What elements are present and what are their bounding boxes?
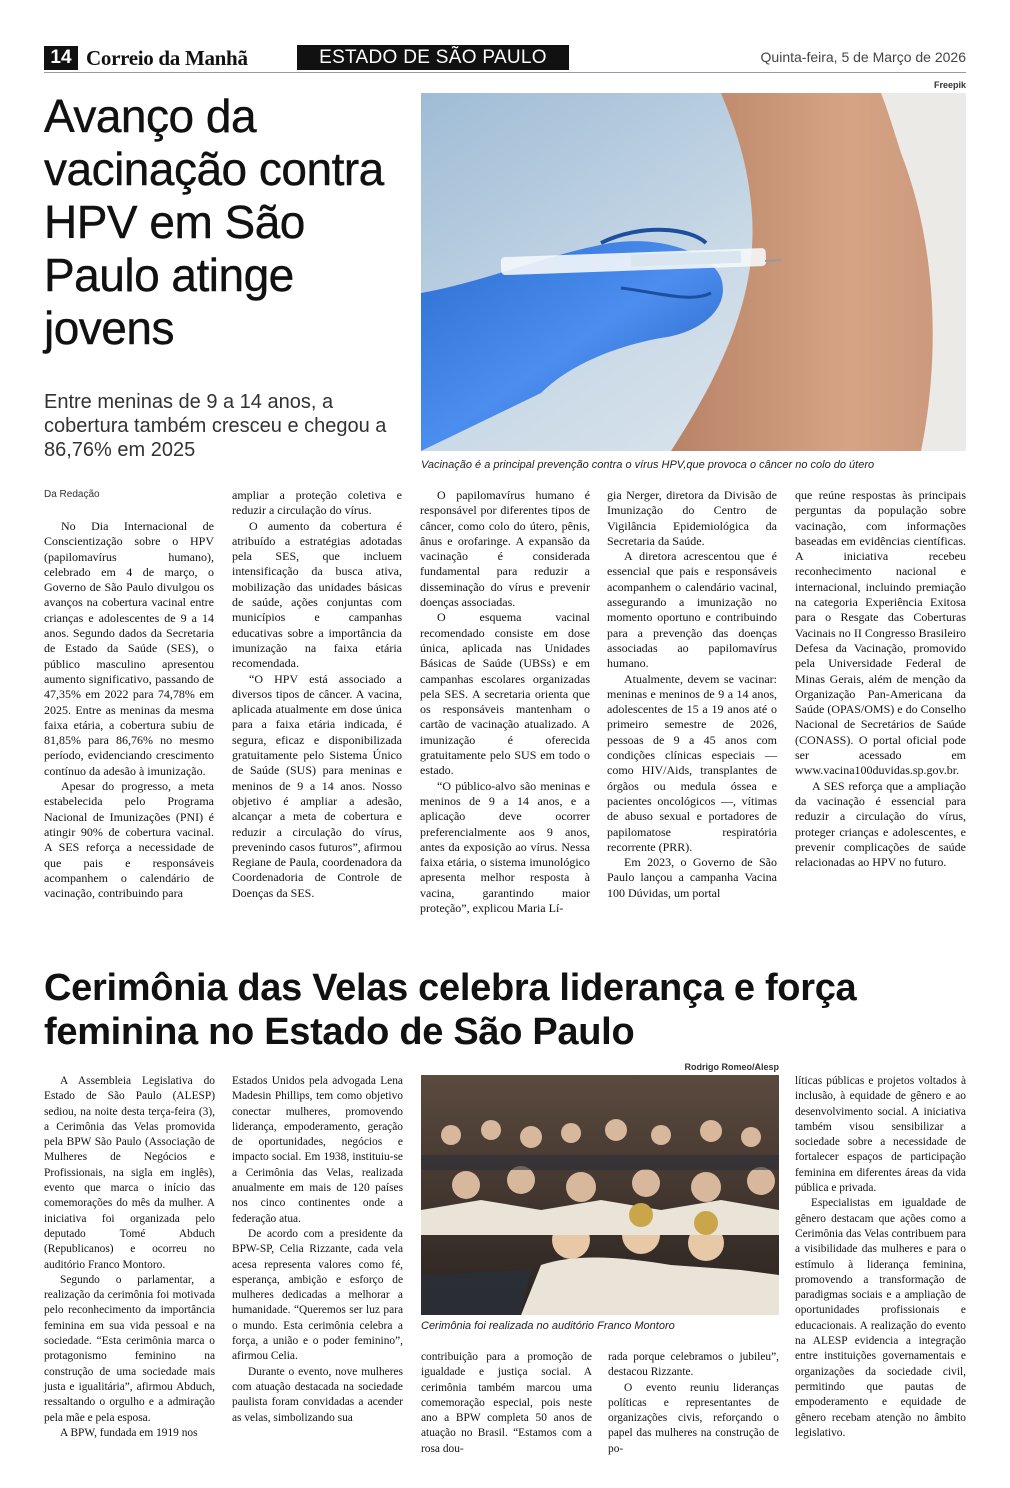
article1-photo-caption: Vacinação é a principal prevenção contra o vírus HPV,que provoca o câncer no colo do útero <box>421 459 875 471</box>
article2-col5-paragraph: líticas públicas e projetos voltados à inclusão, à equidade de gênero e ao desenvolvimento social. A iniciativa também visou sensibilizar a sociedade sobre a necessidade de fortalecer espaços de participação feminina em diferentes áreas da vida pública e privada. <box>795 1075 966 1195</box>
article2-col1-paragraph: A BPW, fundada em 1919 nos <box>60 1426 198 1439</box>
article1-col2-paragraph: “O HPV está associado a diversos tipos de câncer. A vacina, aplicada atualmente em dose única para a faixa etária indicada, é segura, eficaz e disponibilizada gratuitamente pelo Sistema Único de Saúde (SUS) para meninas e meninos de 9 a 14 anos. Nosso objetivo é ampliar a adesão, alcançar a meta de cobertura e reduzir a circulação do vírus, prevenindo casos futuros”, afirmou Regiane de Paula, coordenadora da Coordenadoria de Controle de Doenças da SES. <box>232 671 402 900</box>
article1-col4-paragraph: Atualmente, devem se vacinar: meninas e meninos de 9 a 14 anos, adolescentes de 15 a 19 anos até o primeiro semestre de 2026, pessoas de 9 a 45 anos com condições clínicas especiais — como HIV/Aids, transplantes de órgãos ou medula óssea e pacientes oncológicos —, vítimas de abuso sexual e portadores de papilomatose respiratória recorrente (PRR). <box>607 671 777 854</box>
masthead-logo: Correio da Manhã <box>86 46 248 70</box>
header-rule <box>44 72 966 73</box>
article2-col3-paragraph: contribuição para a promoção de igualdade e justiça social. A cerimônia também marcou uma comemoração especial, pois neste ano a BPW completa 50 anos de atuação no Brasil. “Estamos com a rosa dou- <box>421 1351 592 1455</box>
article1-col1-paragraph: Apesar do progresso, a meta estabelecida pelo Programa Nacional de Imunizações (PNI) é atingir 90% de cobertura vacinal. A SES reforça a necessidade de que pais e responsáveis acompanhem o calendário de vacinação, contribuindo para <box>44 779 214 901</box>
article2-photo-credit: Rodrigo Romeo/Alesp <box>684 1062 779 1072</box>
article2-col1-paragraph: A Assembleia Legislativa do Estado de São Paulo (ALESP) sediou, na noite desta terça-feira (3), a Cerimônia das Velas promovida pela BPW São Paulo (Associação de Mulheres de Negócios e Profissionais, na sigla em inglês), evento que marca o início das comemorações do mês da mulher. A iniciativa foi organizada pelo deputado Tomé Abduch (Republicanos) e ocorreu no auditório Franco Montoro. <box>44 1075 215 1271</box>
page-number: 14 <box>44 46 78 70</box>
article2-col2-paragraph: Estados Unidos pela advogada Lena Madesin Phillips, tem como objetivo conectar mulheres, promovendo liderança, empoderamento, geração de oportunidades, negócios e impacto social. Em 1938, instituiu-se a Cerimônia das Velas, realizada anualmente em mais de 120 países nos cinco continentes onde a federação atua. <box>232 1075 403 1225</box>
article2-column-2 <box>232 1074 403 1426</box>
article1-byline: Da Redação <box>44 489 100 500</box>
section-banner: ESTADO DE SÃO PAULO <box>297 45 569 70</box>
article1-column-5 <box>795 488 966 870</box>
article1-col3-paragraph: O esquema vacinal recomendado consiste em dose única, aplicada nas Unidades Básicas de Saúde (UBSs) e em campanhas escolares organizadas pela SES. A secretaria orienta que os responsáveis mantenham o cartão de vacinação atualizado. A imunização é oferecida gratuitamente pelo SUS em todo o estado. <box>420 610 590 778</box>
article2-column-5 <box>795 1074 966 1441</box>
article2-col2-paragraph: Durante o evento, nove mulheres com atuação destacada na sociedade paulista foram convidadas a acender as velas, simbolizando sua <box>232 1365 403 1424</box>
article1-col4-paragraph: Em 2023, o Governo de São Paulo lançou a campanha Vacina 100 Dúvidas, um portal <box>607 855 777 900</box>
article1-photo-credit: Freepik <box>933 80 966 90</box>
issue-date: Quinta-feira, 5 de Março de 2026 <box>760 49 966 65</box>
article1-headline: Avanço da vacinação contra HPV em São Paulo atinge jovens <box>44 90 384 354</box>
article1-column-2 <box>232 488 402 901</box>
article2-col5-paragraph: Especialistas em igualdade de gênero destacam que ações como a Cerimônia das Velas contribuem para a visibilidade das mulheres e para o estímulo à liderança feminina, promovendo a transformação de paradigmas sociais e a ampliação de oportunidades profissionais e educacionais. A realização do evento na ALESP evidencia a integração entre instituições governamentais e organizações da sociedade civil, permitindo que pautas de empoderamento e equidade de gênero recebam atenção no âmbito legislativo. <box>795 1197 966 1439</box>
article1-col4-paragraph: A diretora acrescentou que é essencial que pais e responsáveis acompanhem o calendário vacinal, assegurando a imunização no momento oportuno e contribuindo para a prevenção das doenças associadas ao papilomavírus humano. <box>607 549 777 671</box>
article1-col1-paragraph: No Dia Internacional de Conscientização sobre o HPV (papilomavírus humano), celebrado em 4 de março, o Governo de São Paulo divulgou os avanços na cobertura vacinal entre crianças e adolescentes de 9 a 14 anos. Segundo dados da Secretaria de Estado da Saúde (SES), o público masculino apresentou aumento significativo, passando de 47,35% em 2022 para 74,78% em 2025. Entre as meninas da mesma faixa etária, a cobertura subiu de 81,85% para 86,76% no mesmo período, evidenciando crescimento contínuo da adesão à imunização. <box>44 519 214 778</box>
article1-col3-paragraph: O papilomavírus humano é responsável por diferentes tipos de câncer, como colo do útero, pênis, ânus e orofaringe. A expansão da vacinação é considerada fundamental para reduzir a disseminação do vírus e prevenir doenças associadas. <box>420 488 590 610</box>
article2-photo-caption: Cerimônia foi realizada no auditório Franco Montoro <box>421 1320 675 1332</box>
article1-col2-paragraph: O aumento da cobertura é atribuído a estratégias adotadas pela SES, que incluem intensificação da busca ativa, mobilização das unidades básicas de saúde, ações conjuntas com municípios e campanhas educativas sobre a importância da imunização na faixa etária recomendada. <box>232 518 402 671</box>
article2-headline: Cerimônia das Velas celebra liderança e força feminina no Estado de São Paulo <box>44 967 857 1053</box>
article1-col3-paragraph: “O público-alvo são meninas e meninos de 9 a 14 anos, e a aplicação deve ocorrer preferencialmente aos 9 anos, antes da exposição ao vírus. Nessa faixa etária, o sistema imunológico apresenta melhor resposta à vacina, garantindo maior proteção”, explicou Maria Lí- <box>420 778 590 916</box>
article2-col4-paragraph: O evento reuniu lideranças políticas e representantes de organizações civis, reforçando o papel das mulheres na construção de po- <box>608 1381 779 1455</box>
article2-photo-ceremony <box>421 1075 779 1315</box>
article1-column-3 <box>420 488 590 916</box>
article2-column-3 <box>421 1350 592 1457</box>
article1-col2-paragraph: ampliar a proteção coletiva e reduzir a circulação do vírus. <box>232 488 402 518</box>
article1-col4-paragraph: gia Nerger, diretora da Divisão de Imunização do Centro de Vigilância Epidemiológica da Secretaria da Saúde. <box>607 488 777 548</box>
article1-col5-paragraph: que reúne respostas às principais perguntas da população sobre vacinação, com informações baseadas em evidências científicas. A iniciativa recebeu reconhecimento nacional e internacional, incluindo premiação na categoria Experiência Exitosa para o Resgate das Coberturas Vacinais no II Congresso Brasileiro Defesa da Vacinação, promovido pela Universidade Federal de Minas Gerais, além de menção da Organização Pan-Americana da Saúde (OPAS/OMS) e do Conselho Nacional de Secretários de Saúde (CONASS). O portal oficial pode ser acessado em www.vacina100duvidas.sp.gov.br. <box>795 488 966 778</box>
article2-column-1 <box>44 1074 215 1441</box>
article2-col4-paragraph: rada porque celebramos o jubileu”, destacou Rizzante. <box>608 1351 779 1379</box>
article1-subheadline: Entre meninas de 9 a 14 anos, a cobertura também cresceu e chegou a 86,76% em 2025 <box>44 391 387 461</box>
article1-column-1 <box>44 519 214 901</box>
article2-column-4 <box>608 1350 779 1457</box>
article1-col5-paragraph: A SES reforça que a ampliação da vacinação é essencial para reduzir a circulação do vírus, proteger crianças e adolescentes, e prevenir complicações de saúde relacionadas ao HPV no futuro. <box>795 778 966 870</box>
article2-col1-paragraph: Segundo o parlamentar, a realização da cerimônia foi motivada pelo reconhecimento da importância feminina em sua vida pessoal e na sociedade. “Esta cerimônia marca o protagonismo feminino na construção de uma sociedade mais justa e igualitária”, afirmou Abduch, ressaltando o orgulho e a admiração pela mãe e pela esposa. <box>44 1273 215 1424</box>
article1-column-4 <box>607 488 777 901</box>
article1-photo-vaccination <box>421 93 966 451</box>
article2-col2-paragraph: De acordo com a presidente da BPW-SP, Celia Rizzante, cada vela acesa representa valores como fé, esperança, ambição e esforço de mulheres dedicadas a melhorar a humanidade. “Queremos ser luz para o mundo. Esta cerimônia celebra a força, a união e o poder feminino”, afirmou Celia. <box>232 1227 403 1363</box>
